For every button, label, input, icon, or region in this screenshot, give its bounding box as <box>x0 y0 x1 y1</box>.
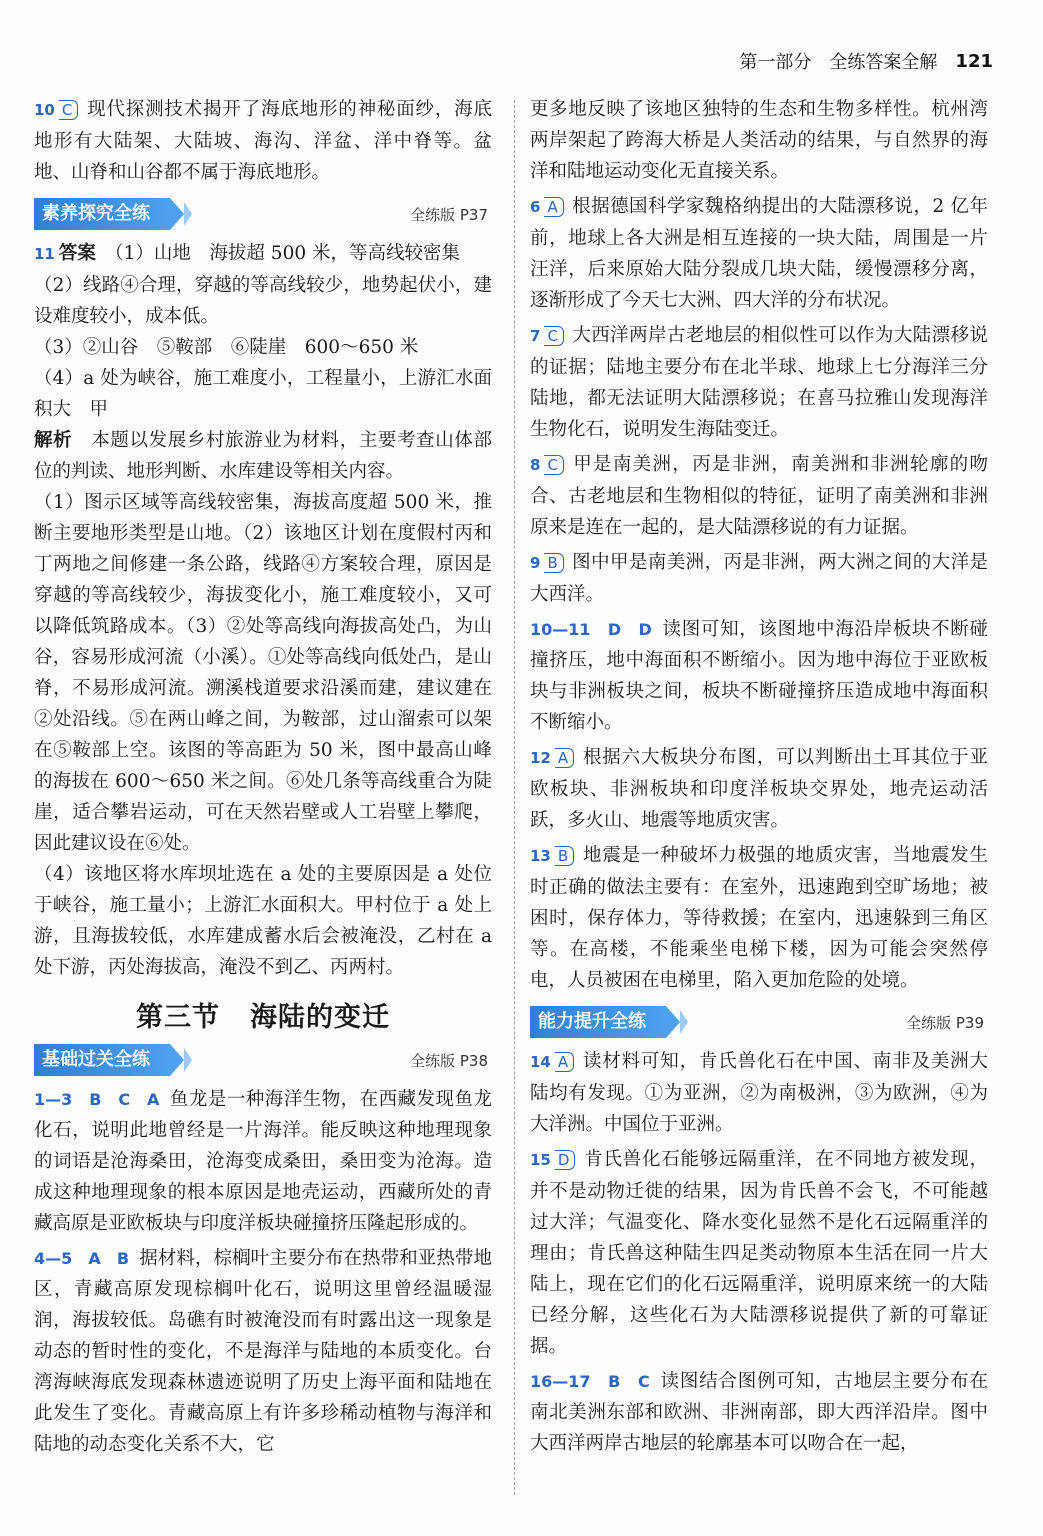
answer-badge: B <box>555 846 574 866</box>
section-band-suyang <box>34 198 492 230</box>
page-ref: 全练版 P37 <box>410 205 488 224</box>
continued-text: 更多地反映了该地区独特的生态和生物多样性。杭州湾两岸架起了跨海大桥是人类活动的结果，与自然界的海洋和陆地运动变化无直接关系。 <box>530 99 988 182</box>
answer-line-2: （2）线路④合理，穿越的等高线较少，地势起伏小，建设难度较小，成本低。 <box>34 275 492 327</box>
answer-badge: B <box>544 553 563 573</box>
question-text: 根据六大板块分布图，可以判断出土耳其位于亚欧板块、非洲板块和印度洋板块交界处，地壳运动活跃，多火山、地震等地质灾害。 <box>530 747 988 831</box>
analysis-part-4: （4）该地区将水库坝址选在 a 处的主要原因是 a 处位于峡谷，施工量小；上游汇水面积大。甲村位于 a 处上游，且海拔较低，水库建成蓄水后会被淹没，乙村在 a 处下游，丙处海拔高，淹没不到乙、丙两村。 <box>34 864 492 978</box>
question-7 <box>530 320 988 445</box>
answer-line-4: （4）a 处为峡谷，施工难度小，工程量小，上游汇水面积大 甲 <box>34 368 492 420</box>
question-answers: 4—5 A B <box>34 1249 130 1268</box>
question-10-11 <box>530 614 988 738</box>
section-title <box>34 995 492 1034</box>
question-text: 根据德国科学家魏格纳提出的大陆漂移说，2 亿年前，地球上各大洲是相互连接的一块大陆，周围是一片汪洋，后来原始大陆分裂成几块大陆，缓慢漂移分离，逐渐形成了今天七大洲、四大洋的分布状况。 <box>530 196 988 311</box>
question-number: 7 <box>530 327 541 345</box>
question-number: 10 <box>34 101 55 119</box>
page-number: 121 <box>955 50 993 72</box>
question-11 <box>34 238 492 983</box>
question-14 <box>530 1046 988 1140</box>
question-number: 6 <box>530 198 541 216</box>
question-8 <box>530 449 988 543</box>
section-name: 海陆的变迁 <box>250 1002 390 1033</box>
question-text: 图中甲是南美洲，丙是非洲，两大洲之间的大洋是大西洋。 <box>530 552 988 605</box>
analysis-body: （1）图示区域等高线较密集，海拔高度超 500 米，推断主要地形类型是山地。（2）该地区计划在度假村丙和丁两地之间修建一条公路，线路④方案较合理，原因是穿越的等高线较少，海拔变化小，施工难度较小，又可以降低筑路成本。（3）②处等高线向海拔高处凸，为山谷，容易形成河流（小溪）。①处等高线向低处凸，是山脊，不易形成河流。溯溪栈道要求沿溪而建，建议建在②处沿线。⑤在两山峰之间，为鞍部，过山溜索可以架在⑤鞍部上空。该图的等高距为 50 米，图中最高山峰的海拔在 600～650 米之间。⑥处几条等高线重合为陡崖，适合攀岩运动，可在天然岩壁或人工岩壁上攀爬，因此建议设在⑥处。 <box>34 492 492 854</box>
answer-label: 答案 <box>58 243 96 264</box>
analysis-label: 解析 <box>34 430 73 451</box>
section-band-nengli <box>530 1006 988 1038</box>
question-number: 13 <box>530 847 551 865</box>
question-text: 甲是南美洲，丙是非洲，南美洲和非洲轮廓的吻合、古老地层和生物相似的特征，证明了南美洲和非洲原来是连在一起的，是大陆漂移说的有力证据。 <box>530 454 988 538</box>
answer-badge: A <box>555 1052 574 1072</box>
question-15 <box>530 1144 988 1362</box>
question-text: 读材料可知，肯氏兽化石在中国、南非及美洲大陆均有发现。①为亚洲，②为南极洲，③为欧洲，④为大洋洲。中国位于亚洲。 <box>530 1051 988 1135</box>
column-divider <box>514 100 515 1495</box>
answer-badge: A <box>555 748 574 768</box>
question-4-5 <box>34 1243 492 1460</box>
answer-line-3: （3）②山谷 ⑤鞍部 ⑥陡崖 600～650 米 <box>34 337 419 358</box>
question-text: 据材料，棕榈叶主要分布在热带和亚热带地区，青藏高原发现棕榈叶化石，说明这里曾经温暖湿润，海拔较低。岛礁有时被淹没而有时露出这一现象是动态的暂时性的变化，不是海洋与陆地的本质变化。台湾海峡海底发现森林遗迹说明了历史上海平面和陆地在此发生了变化。青藏高原上有许多珍稀动植物与海洋和陆地的动态变化关系不大，它 <box>34 1248 492 1455</box>
right-column <box>530 94 988 1463</box>
question-text: 鱼龙是一种海洋生物，在西藏发现鱼龙化石，说明此地曾经是一片海洋。能反映这种地理现象的词语是沧海桑田，沧海变成桑田，桑田变为沧海。造成这种地理现象的根本原因是地壳运动，西藏所处的青藏高原是亚欧板块与印度洋板块碰撞挤压隆起形成的。 <box>34 1089 492 1234</box>
section-tag: 能力提升全练 <box>530 1006 666 1038</box>
question-number: 14 <box>530 1053 551 1071</box>
question-6 <box>530 191 988 316</box>
question-number: 9 <box>530 554 541 572</box>
question-10 <box>34 94 492 188</box>
question-16-17 <box>530 1366 988 1459</box>
question-9 <box>530 547 988 610</box>
question-1-3 <box>34 1084 492 1239</box>
question-text: 大西洋两岸古老地层的相似性可以作为大陆漂移说的证据；陆地主要分布在北半球、地球上七分海洋三分陆地，都无法证明大陆漂移说；在喜马拉雅山发现海洋生物化石，说明发生海陆变迁。 <box>530 325 988 440</box>
question-number: 11 <box>34 245 55 263</box>
question-number: 8 <box>530 456 541 474</box>
section-number: 第三节 <box>136 1002 220 1033</box>
page-ref: 全练版 P39 <box>906 1013 984 1032</box>
question-13 <box>530 840 988 996</box>
answer-line-1: （1）山地 海拔超 500 米，等高线较密集 <box>114 243 460 264</box>
header-section: 第一部分 <box>739 52 812 73</box>
analysis-intro: 本题以发展乡村旅游业为材料，主要考查山体部位的判读、地形判断、水库建设等相关内容。 <box>34 430 492 482</box>
question-number: 12 <box>530 749 551 767</box>
page-ref: 全练版 P38 <box>410 1051 488 1070</box>
answer-badge: C <box>59 100 78 120</box>
page-header <box>739 48 993 74</box>
question-12 <box>530 742 988 836</box>
question-text: 现代探测技术揭开了海底地形的神秘面纱，海底地形有大陆架、大陆坡、海沟、洋盆、洋中脊等。盆地、山脊和山谷都不属于海底地形。 <box>34 99 492 183</box>
question-answers: 1—3 B C A <box>34 1090 160 1109</box>
left-column <box>34 94 492 1464</box>
answer-badge: A <box>544 197 563 217</box>
question-text: 读图可知，该图地中海沿岸板块不断碰撞挤压，地中海面积不断缩小。因为地中海位于亚欧板块与非洲板块之间，板块不断碰撞挤压造成地中海面积不断缩小。 <box>530 619 988 733</box>
question-text: 读图结合图例可知，古地层主要分布在南北美洲东部和欧洲、非洲南部，即大西洋沿岸。图中大西洋两岸古地层的轮廓基本可以吻合在一起， <box>530 1371 988 1454</box>
header-title: 全练答案全解 <box>829 52 938 73</box>
question-answers: 10—11 D D <box>530 620 652 639</box>
question-text: 地震是一种破坏力极强的地质灾害，当地震发生时正确的做法主要有：在室外，迅速跑到空旷场地；被困时，保存体力，等待救援；在室内，迅速躲到三角区等。在高楼，不能乘坐电梯下楼，因为可能会突然停电，人员被困在电梯里，陷入更加危险的处境。 <box>530 845 988 991</box>
section-band-jichu <box>34 1044 492 1076</box>
question-answers: 16—17 B C <box>530 1372 650 1391</box>
section-tag: 素养探究全练 <box>34 198 170 230</box>
answer-badge: D <box>555 1150 576 1170</box>
answer-badge: C <box>544 326 563 346</box>
question-text: 肯氏兽化石能够远隔重洋，在不同地方被发现，并不是动物迁徙的结果，因为肯氏兽不会飞，不可能越过大洋；气温变化、降水变化显然不是化石远隔重洋的理由；肯氏兽这种陆生四足类动物原本生活在同一片大陆上，现在它们的化石远隔重洋，说明原来统一的大陆已经分解，这些化石为大陆漂移说提供了新的可靠证据。 <box>530 1149 988 1357</box>
question-number: 15 <box>530 1151 551 1169</box>
section-tag: 基础过关全练 <box>34 1044 170 1076</box>
answer-badge: C <box>544 455 563 475</box>
